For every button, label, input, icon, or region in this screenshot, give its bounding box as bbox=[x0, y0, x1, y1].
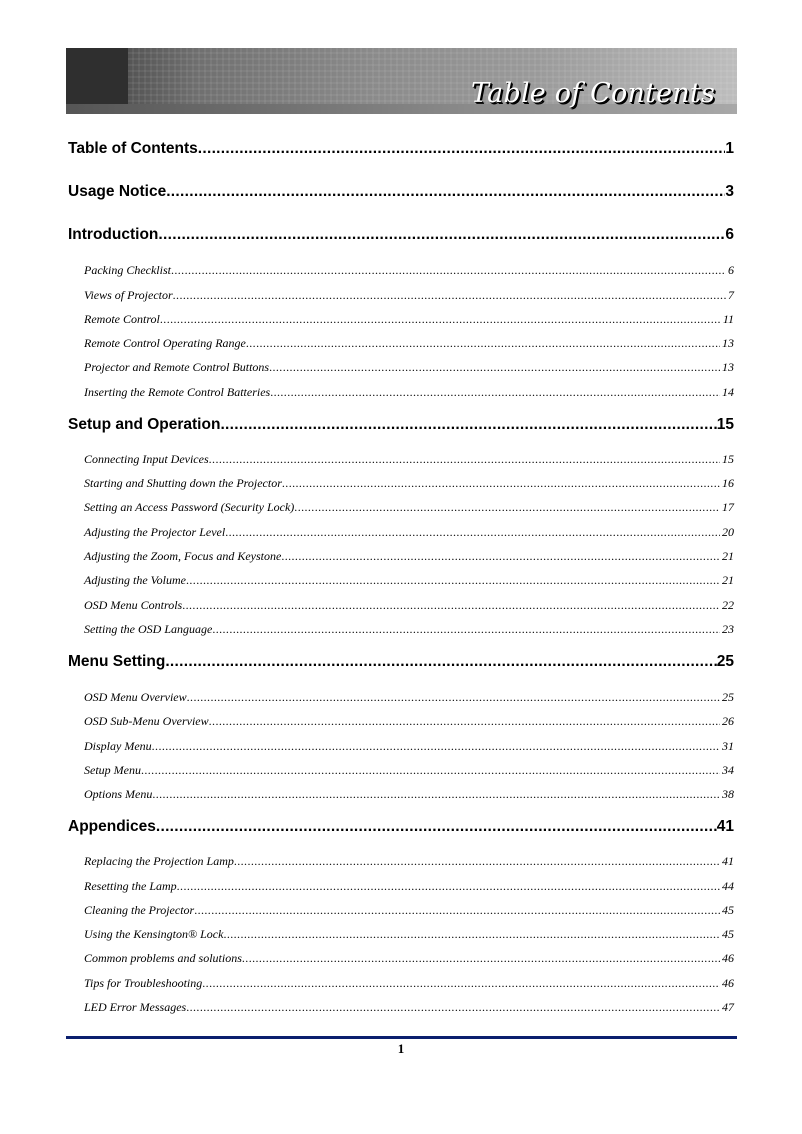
toc-entry-page: 20 bbox=[722, 525, 734, 539]
toc-entry-cleaning-projector[interactable] bbox=[84, 903, 734, 919]
dot-leader bbox=[141, 763, 720, 778]
toc-entry-title: OSD Sub-Menu Overview bbox=[84, 714, 209, 728]
toc-entry-page: 13 bbox=[722, 336, 734, 350]
toc-entry-page: 23 bbox=[722, 622, 734, 636]
toc-entry-page: 44 bbox=[722, 879, 734, 893]
toc-entry-page: 21 bbox=[722, 549, 734, 563]
dot-leader bbox=[182, 598, 720, 613]
toc-entry-adjusting-zoom-focus-keystone[interactable] bbox=[84, 549, 734, 565]
dot-leader bbox=[270, 385, 720, 400]
toc-entry-title: OSD Menu Controls bbox=[84, 598, 183, 612]
dot-leader bbox=[152, 739, 720, 754]
toc-entry-setting-osd-language[interactable] bbox=[84, 622, 734, 638]
toc-entry-title: Replacing the Projection Lamp bbox=[84, 854, 234, 868]
toc-entry-title: Setup Menu bbox=[84, 763, 141, 777]
dot-leader bbox=[186, 573, 720, 588]
toc-entry-page: 26 bbox=[722, 714, 734, 728]
toc-entry-title: Adjusting the Zoom, Focus and Keystone bbox=[84, 549, 282, 563]
dot-leader bbox=[212, 622, 720, 637]
toc-entry-title: Cleaning the Projector bbox=[84, 903, 195, 917]
toc-entry-title: Packing Checklist bbox=[84, 263, 171, 277]
toc-entry-page: 45 bbox=[722, 927, 734, 941]
dot-leader bbox=[194, 903, 720, 918]
toc-entry-page: 41 bbox=[722, 854, 734, 868]
toc-entry-page: 1 bbox=[725, 140, 734, 157]
toc-entry-table-of-contents[interactable] bbox=[68, 140, 734, 160]
toc-entry-title: Views of Projector bbox=[84, 288, 173, 302]
toc-entry-resetting-lamp[interactable] bbox=[84, 879, 734, 895]
toc-entry-page: 3 bbox=[725, 183, 734, 200]
header-banner bbox=[66, 48, 737, 114]
toc-entry-title: Appendices bbox=[68, 818, 156, 835]
toc-entry-title: Introduction bbox=[68, 226, 159, 243]
toc-entry-kensington-lock[interactable] bbox=[84, 927, 734, 943]
toc-entry-page: 6 bbox=[725, 226, 734, 243]
toc-entry-setup-menu[interactable] bbox=[84, 763, 734, 779]
toc-entry-page: 17 bbox=[722, 500, 734, 514]
toc-entry-page: 34 bbox=[722, 763, 734, 777]
toc-entry-introduction[interactable] bbox=[68, 226, 734, 246]
toc-entry-title: Resetting the Lamp bbox=[84, 879, 177, 893]
toc-entry-usage-notice[interactable] bbox=[68, 183, 734, 203]
toc-entry-title: Starting and Shutting down the Projector bbox=[84, 476, 282, 490]
dot-leader bbox=[166, 183, 725, 201]
toc-entry-title: Using the Kensington® Lock bbox=[84, 927, 224, 941]
toc-entry-replacing-projection-lamp[interactable] bbox=[84, 854, 734, 870]
dot-leader bbox=[202, 976, 720, 991]
toc-entry-page: 25 bbox=[716, 653, 734, 670]
toc-entry-remote-control-operating-range[interactable] bbox=[84, 336, 734, 352]
dot-leader bbox=[294, 500, 720, 515]
toc-entry-packing-checklist[interactable] bbox=[84, 263, 734, 279]
dot-leader bbox=[177, 879, 720, 894]
dot-leader bbox=[186, 1000, 720, 1015]
toc-entry-title: LED Error Messages bbox=[84, 1000, 187, 1014]
toc-entry-common-problems[interactable] bbox=[84, 951, 734, 967]
dot-leader bbox=[158, 226, 725, 244]
dot-leader bbox=[242, 951, 720, 966]
toc-entry-title: Usage Notice bbox=[68, 183, 167, 200]
dot-leader bbox=[171, 263, 726, 278]
toc-entry-page: 13 bbox=[722, 360, 734, 374]
toc-entry-menu-setting[interactable] bbox=[68, 653, 734, 673]
dot-leader bbox=[198, 140, 726, 158]
toc-entry-page: 16 bbox=[722, 476, 734, 490]
dot-leader bbox=[165, 653, 716, 671]
toc-entry-access-password[interactable] bbox=[84, 500, 734, 516]
toc-entry-page: 47 bbox=[722, 1000, 734, 1014]
toc-entry-starting-and-shutting-down[interactable] bbox=[84, 476, 734, 492]
dot-leader bbox=[187, 690, 720, 705]
toc-entry-page: 46 bbox=[722, 951, 734, 965]
toc-entry-adjusting-projector-level[interactable] bbox=[84, 525, 734, 541]
toc-entry-led-error-messages[interactable] bbox=[84, 1000, 734, 1016]
toc-entry-appendices[interactable] bbox=[68, 818, 734, 838]
toc-entry-title: Adjusting the Projector Level bbox=[84, 525, 226, 539]
toc-entry-page: 15 bbox=[716, 416, 734, 433]
toc-entry-title: Table of Contents bbox=[68, 140, 198, 157]
toc-entry-page: 15 bbox=[722, 452, 734, 466]
dot-leader bbox=[281, 549, 720, 564]
toc-entry-title: Setting an Access Password (Security Lock) bbox=[84, 500, 295, 514]
toc-entry-title: Remote Control bbox=[84, 312, 160, 326]
toc-entry-page: 21 bbox=[722, 573, 734, 587]
toc-entry-tips-troubleshooting[interactable] bbox=[84, 976, 734, 992]
toc-entry-page: 41 bbox=[716, 818, 734, 835]
toc-entry-page: 6 bbox=[728, 263, 734, 277]
page-title: Table of Contents bbox=[471, 78, 715, 109]
toc-entry-osd-menu-controls[interactable] bbox=[84, 598, 734, 614]
dot-leader bbox=[246, 336, 720, 351]
page-number: 1 bbox=[397, 1041, 405, 1056]
dot-leader bbox=[209, 714, 720, 729]
toc-entry-remote-control[interactable] bbox=[84, 312, 734, 328]
toc-entry-options-menu[interactable] bbox=[84, 787, 734, 803]
dot-leader bbox=[225, 525, 720, 540]
toc-entry-title: Connecting Input Devices bbox=[84, 452, 209, 466]
toc-entry-title: Setup and Operation bbox=[68, 416, 221, 433]
toc-entry-views-of-projector[interactable] bbox=[84, 288, 734, 304]
toc-entry-title: Common problems and solutions bbox=[84, 951, 242, 965]
toc-entry-display-menu[interactable] bbox=[84, 739, 734, 755]
dot-leader bbox=[220, 416, 716, 434]
dot-leader bbox=[223, 927, 720, 942]
dot-leader bbox=[152, 787, 720, 802]
dot-leader bbox=[173, 288, 726, 303]
toc-entry-title: Menu Setting bbox=[68, 653, 166, 670]
toc-entry-projector-and-remote-control-buttons[interactable] bbox=[84, 360, 734, 376]
toc-entry-page: 25 bbox=[722, 690, 734, 704]
toc-entry-osd-menu-overview[interactable] bbox=[84, 690, 734, 706]
toc-entry-title: Inserting the Remote Control Batteries bbox=[84, 385, 271, 399]
toc-entry-adjusting-volume[interactable] bbox=[84, 573, 734, 589]
toc-entry-page: 38 bbox=[722, 787, 734, 801]
toc-entry-page: 22 bbox=[722, 598, 734, 612]
toc-entry-connecting-input-devices[interactable] bbox=[84, 452, 734, 468]
dot-leader bbox=[156, 818, 717, 836]
toc-entry-inserting-remote-batteries[interactable] bbox=[84, 385, 734, 401]
toc-entry-page: 31 bbox=[722, 739, 734, 753]
dot-leader bbox=[234, 854, 720, 869]
footer-rule bbox=[66, 1036, 737, 1039]
dot-leader bbox=[160, 312, 721, 327]
toc-entry-title: Adjusting the Volume bbox=[84, 573, 186, 587]
toc-entry-osd-sub-menu-overview[interactable] bbox=[84, 714, 734, 730]
dot-leader bbox=[282, 476, 720, 491]
toc-entry-page: 11 bbox=[722, 312, 734, 326]
toc-entry-title: Projector and Remote Control Buttons bbox=[84, 360, 270, 374]
toc-entry-title: Setting the OSD Language bbox=[84, 622, 213, 636]
toc-entry-page: 14 bbox=[722, 385, 734, 399]
toc-entry-setup-and-operation[interactable] bbox=[68, 416, 734, 436]
toc-entry-page: 45 bbox=[722, 903, 734, 917]
toc-entry-page: 7 bbox=[728, 288, 734, 302]
toc-entry-title: Remote Control Operating Range bbox=[84, 336, 246, 350]
dot-leader bbox=[209, 452, 720, 467]
toc-entry-page: 46 bbox=[722, 976, 734, 990]
toc-entry-title: Tips for Troubleshooting bbox=[84, 976, 203, 990]
toc-entry-title: OSD Menu Overview bbox=[84, 690, 187, 704]
dot-leader bbox=[269, 360, 720, 375]
toc-entry-title: Options Menu bbox=[84, 787, 153, 801]
toc-entry-title: Display Menu bbox=[84, 739, 152, 753]
